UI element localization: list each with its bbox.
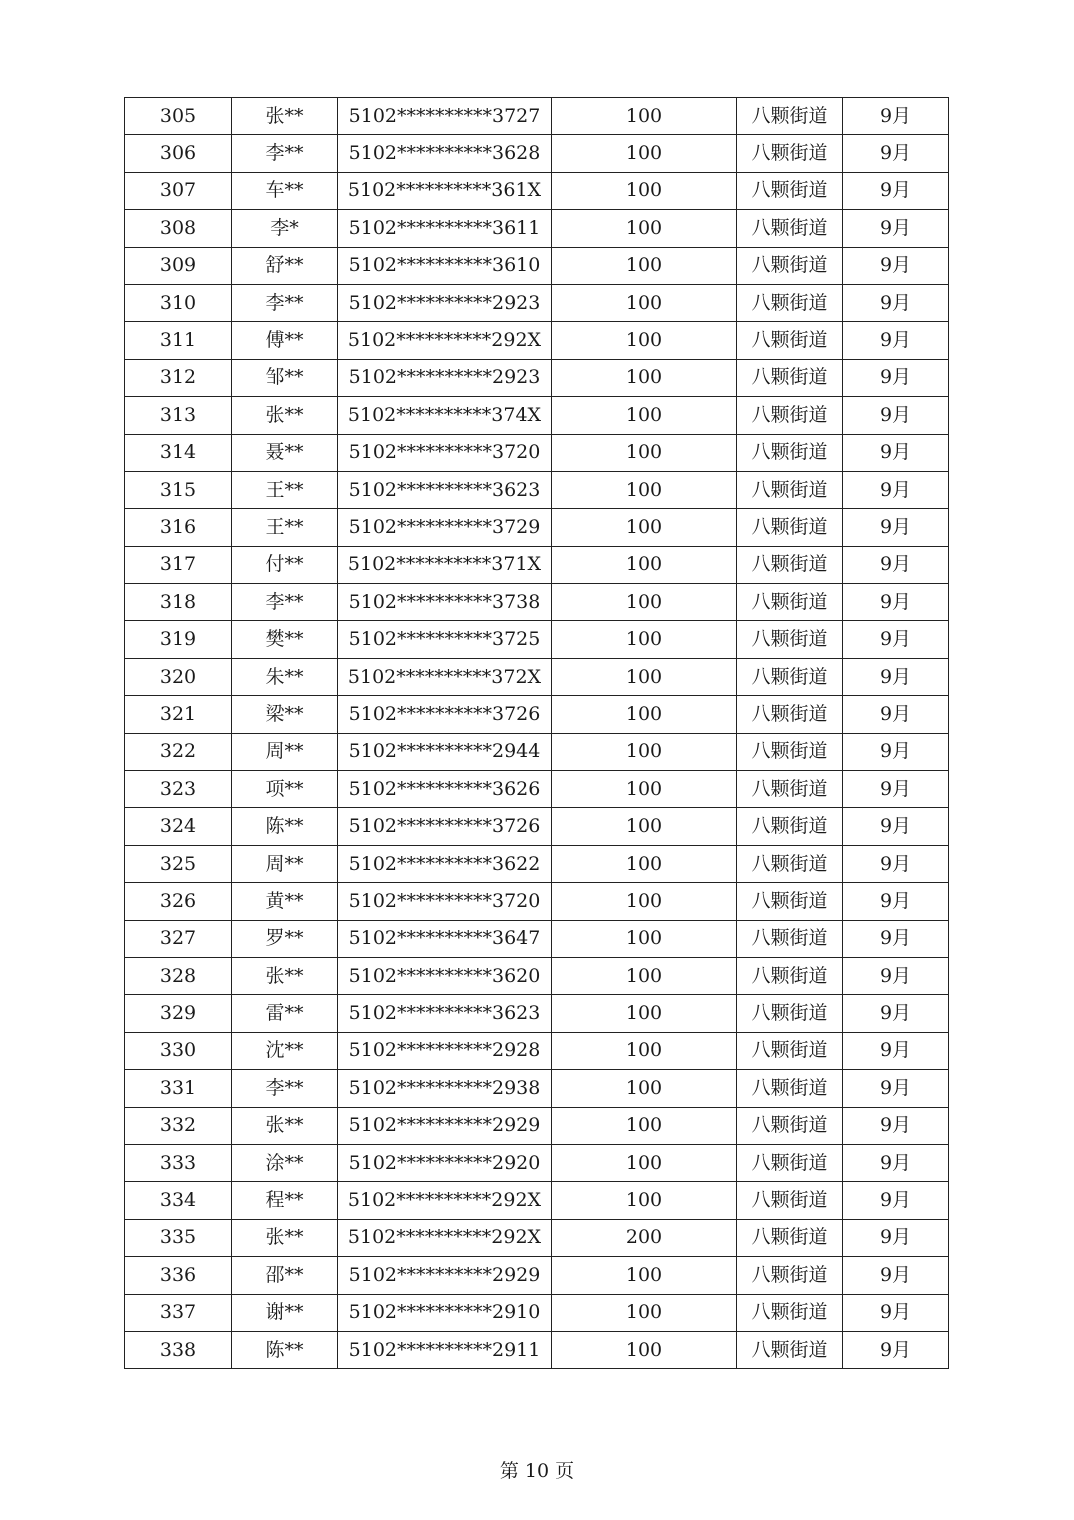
- row-number-cell: 330: [125, 1032, 232, 1069]
- id-number-cell: 5102**********292X: [338, 1182, 552, 1219]
- table-row: [125, 696, 949, 733]
- amount-cell: 100: [552, 920, 737, 957]
- amount-cell: 100: [552, 135, 737, 172]
- table-row: [125, 771, 949, 808]
- row-number-cell: 314: [125, 434, 232, 471]
- table-row: [125, 1070, 949, 1107]
- street-cell: 八颗街道: [737, 172, 843, 209]
- street-cell: 八颗街道: [737, 658, 843, 695]
- id-number-cell: 5102**********3647: [338, 920, 552, 957]
- name-cell: 梁**: [232, 696, 338, 733]
- table-row: [125, 733, 949, 770]
- id-number-cell: 5102**********3726: [338, 696, 552, 733]
- id-number-cell: 5102**********3622: [338, 845, 552, 882]
- id-number-cell: 5102**********2929: [338, 1257, 552, 1294]
- id-number-cell: 5102**********3720: [338, 434, 552, 471]
- name-cell: 付**: [232, 546, 338, 583]
- amount-cell: 100: [552, 995, 737, 1032]
- month-cell: 9月: [843, 733, 949, 770]
- row-number-cell: 309: [125, 247, 232, 284]
- id-number-cell: 5102**********3720: [338, 883, 552, 920]
- month-cell: 9月: [843, 920, 949, 957]
- amount-cell: 100: [552, 546, 737, 583]
- street-cell: 八颗街道: [737, 322, 843, 359]
- amount-cell: 100: [552, 284, 737, 321]
- table-row: [125, 957, 949, 994]
- street-cell: 八颗街道: [737, 509, 843, 546]
- month-cell: 9月: [843, 247, 949, 284]
- amount-cell: 100: [552, 397, 737, 434]
- row-number-cell: 319: [125, 621, 232, 658]
- id-number-cell: 5102**********2910: [338, 1294, 552, 1331]
- month-cell: 9月: [843, 397, 949, 434]
- row-number-cell: 313: [125, 397, 232, 434]
- street-cell: 八颗街道: [737, 957, 843, 994]
- row-number-cell: 316: [125, 509, 232, 546]
- name-cell: 周**: [232, 845, 338, 882]
- street-cell: 八颗街道: [737, 1070, 843, 1107]
- table-row: [125, 172, 949, 209]
- name-cell: 李**: [232, 1070, 338, 1107]
- month-cell: 9月: [843, 1331, 949, 1368]
- table-row: [125, 471, 949, 508]
- row-number-cell: 311: [125, 322, 232, 359]
- street-cell: 八颗街道: [737, 546, 843, 583]
- name-cell: 樊**: [232, 621, 338, 658]
- amount-cell: 100: [552, 210, 737, 247]
- row-number-cell: 334: [125, 1182, 232, 1219]
- table-row: [125, 397, 949, 434]
- table-row: [125, 1219, 949, 1256]
- name-cell: 罗**: [232, 920, 338, 957]
- street-cell: 八颗街道: [737, 621, 843, 658]
- table-row: [125, 883, 949, 920]
- subsidy-table: [124, 97, 949, 1369]
- month-cell: 9月: [843, 434, 949, 471]
- row-number-cell: 336: [125, 1257, 232, 1294]
- amount-cell: 100: [552, 1331, 737, 1368]
- amount-cell: 100: [552, 1032, 737, 1069]
- row-number-cell: 328: [125, 957, 232, 994]
- street-cell: 八颗街道: [737, 845, 843, 882]
- street-cell: 八颗街道: [737, 1219, 843, 1256]
- table-row: [125, 658, 949, 695]
- row-number-cell: 305: [125, 98, 232, 135]
- street-cell: 八颗街道: [737, 1144, 843, 1181]
- amount-cell: 100: [552, 359, 737, 396]
- id-number-cell: 5102**********3738: [338, 584, 552, 621]
- amount-cell: 200: [552, 1219, 737, 1256]
- name-cell: 张**: [232, 1219, 338, 1256]
- street-cell: 八颗街道: [737, 135, 843, 172]
- amount-cell: 100: [552, 621, 737, 658]
- street-cell: 八颗街道: [737, 696, 843, 733]
- amount-cell: 100: [552, 957, 737, 994]
- id-number-cell: 5102**********3626: [338, 771, 552, 808]
- row-number-cell: 322: [125, 733, 232, 770]
- table-row: [125, 1032, 949, 1069]
- row-number-cell: 306: [125, 135, 232, 172]
- amount-cell: 100: [552, 1144, 737, 1181]
- street-cell: 八颗街道: [737, 359, 843, 396]
- month-cell: 9月: [843, 1144, 949, 1181]
- row-number-cell: 315: [125, 471, 232, 508]
- month-cell: 9月: [843, 284, 949, 321]
- id-number-cell: 5102**********3610: [338, 247, 552, 284]
- id-number-cell: 5102**********2929: [338, 1107, 552, 1144]
- street-cell: 八颗街道: [737, 98, 843, 135]
- name-cell: 张**: [232, 957, 338, 994]
- month-cell: 9月: [843, 696, 949, 733]
- id-number-cell: 5102**********3623: [338, 471, 552, 508]
- amount-cell: 100: [552, 658, 737, 695]
- street-cell: 八颗街道: [737, 584, 843, 621]
- amount-cell: 100: [552, 771, 737, 808]
- name-cell: 沈**: [232, 1032, 338, 1069]
- table-row: [125, 1144, 949, 1181]
- amount-cell: 100: [552, 98, 737, 135]
- table-row: [125, 1294, 949, 1331]
- name-cell: 陈**: [232, 808, 338, 845]
- table-row: [125, 284, 949, 321]
- name-cell: 雷**: [232, 995, 338, 1032]
- row-number-cell: 338: [125, 1331, 232, 1368]
- id-number-cell: 5102**********3729: [338, 509, 552, 546]
- row-number-cell: 320: [125, 658, 232, 695]
- row-number-cell: 329: [125, 995, 232, 1032]
- row-number-cell: 324: [125, 808, 232, 845]
- name-cell: 邵**: [232, 1257, 338, 1294]
- street-cell: 八颗街道: [737, 771, 843, 808]
- row-number-cell: 321: [125, 696, 232, 733]
- table-row: [125, 1257, 949, 1294]
- row-number-cell: 310: [125, 284, 232, 321]
- name-cell: 张**: [232, 1107, 338, 1144]
- table-row: [125, 621, 949, 658]
- month-cell: 9月: [843, 1257, 949, 1294]
- name-cell: 张**: [232, 98, 338, 135]
- table-row: [125, 584, 949, 621]
- row-number-cell: 327: [125, 920, 232, 957]
- amount-cell: 100: [552, 471, 737, 508]
- id-number-cell: 5102**********372X: [338, 658, 552, 695]
- street-cell: 八颗街道: [737, 995, 843, 1032]
- street-cell: 八颗街道: [737, 733, 843, 770]
- month-cell: 9月: [843, 845, 949, 882]
- street-cell: 八颗街道: [737, 1294, 843, 1331]
- name-cell: 舒**: [232, 247, 338, 284]
- name-cell: 傅**: [232, 322, 338, 359]
- id-number-cell: 5102**********292X: [338, 322, 552, 359]
- month-cell: 9月: [843, 135, 949, 172]
- name-cell: 黄**: [232, 883, 338, 920]
- table-row: [125, 247, 949, 284]
- amount-cell: 100: [552, 172, 737, 209]
- amount-cell: 100: [552, 1294, 737, 1331]
- table-row: [125, 98, 949, 135]
- street-cell: 八颗街道: [737, 434, 843, 471]
- street-cell: 八颗街道: [737, 284, 843, 321]
- month-cell: 9月: [843, 658, 949, 695]
- table-row: [125, 1182, 949, 1219]
- row-number-cell: 318: [125, 584, 232, 621]
- amount-cell: 100: [552, 696, 737, 733]
- row-number-cell: 312: [125, 359, 232, 396]
- id-number-cell: 5102**********2928: [338, 1032, 552, 1069]
- id-number-cell: 5102**********3620: [338, 957, 552, 994]
- amount-cell: 100: [552, 1070, 737, 1107]
- id-number-cell: 5102**********3725: [338, 621, 552, 658]
- table-row: [125, 434, 949, 471]
- month-cell: 9月: [843, 957, 949, 994]
- row-number-cell: 331: [125, 1070, 232, 1107]
- row-number-cell: 323: [125, 771, 232, 808]
- month-cell: 9月: [843, 1032, 949, 1069]
- name-cell: 陈**: [232, 1331, 338, 1368]
- id-number-cell: 5102**********2944: [338, 733, 552, 770]
- street-cell: 八颗街道: [737, 1107, 843, 1144]
- id-number-cell: 5102**********3628: [338, 135, 552, 172]
- name-cell: 周**: [232, 733, 338, 770]
- street-cell: 八颗街道: [737, 471, 843, 508]
- table-row: [125, 845, 949, 882]
- street-cell: 八颗街道: [737, 1032, 843, 1069]
- id-number-cell: 5102**********374X: [338, 397, 552, 434]
- amount-cell: 100: [552, 733, 737, 770]
- name-cell: 车**: [232, 172, 338, 209]
- table-row: [125, 808, 949, 845]
- name-cell: 李**: [232, 135, 338, 172]
- amount-cell: 100: [552, 808, 737, 845]
- month-cell: 9月: [843, 1070, 949, 1107]
- month-cell: 9月: [843, 621, 949, 658]
- table-row: [125, 135, 949, 172]
- amount-cell: 100: [552, 1107, 737, 1144]
- id-number-cell: 5102**********3611: [338, 210, 552, 247]
- amount-cell: 100: [552, 434, 737, 471]
- table-row: [125, 359, 949, 396]
- month-cell: 9月: [843, 1182, 949, 1219]
- id-number-cell: 5102**********2923: [338, 359, 552, 396]
- id-number-cell: 5102**********2911: [338, 1331, 552, 1368]
- page-number: 第 10 页: [499, 1460, 575, 1482]
- month-cell: 9月: [843, 584, 949, 621]
- month-cell: 9月: [843, 322, 949, 359]
- amount-cell: 100: [552, 1182, 737, 1219]
- row-number-cell: 335: [125, 1219, 232, 1256]
- month-cell: 9月: [843, 883, 949, 920]
- amount-cell: 100: [552, 845, 737, 882]
- table-body: [125, 98, 949, 1369]
- name-cell: 朱**: [232, 658, 338, 695]
- name-cell: 程**: [232, 1182, 338, 1219]
- amount-cell: 100: [552, 584, 737, 621]
- street-cell: 八颗街道: [737, 883, 843, 920]
- id-number-cell: 5102**********2920: [338, 1144, 552, 1181]
- street-cell: 八颗街道: [737, 920, 843, 957]
- month-cell: 9月: [843, 210, 949, 247]
- id-number-cell: 5102**********2923: [338, 284, 552, 321]
- month-cell: 9月: [843, 509, 949, 546]
- id-number-cell: 5102**********371X: [338, 546, 552, 583]
- name-cell: 王**: [232, 471, 338, 508]
- id-number-cell: 5102**********3726: [338, 808, 552, 845]
- street-cell: 八颗街道: [737, 397, 843, 434]
- amount-cell: 100: [552, 322, 737, 359]
- table-row: [125, 546, 949, 583]
- row-number-cell: 317: [125, 546, 232, 583]
- name-cell: 邹**: [232, 359, 338, 396]
- name-cell: 张**: [232, 397, 338, 434]
- id-number-cell: 5102**********2938: [338, 1070, 552, 1107]
- row-number-cell: 325: [125, 845, 232, 882]
- row-number-cell: 307: [125, 172, 232, 209]
- table-row: [125, 509, 949, 546]
- name-cell: 聂**: [232, 434, 338, 471]
- month-cell: 9月: [843, 359, 949, 396]
- amount-cell: 100: [552, 1257, 737, 1294]
- month-cell: 9月: [843, 1107, 949, 1144]
- id-number-cell: 5102**********361X: [338, 172, 552, 209]
- row-number-cell: 332: [125, 1107, 232, 1144]
- name-cell: 项**: [232, 771, 338, 808]
- amount-cell: 100: [552, 509, 737, 546]
- table-row: [125, 1107, 949, 1144]
- name-cell: 谢**: [232, 1294, 338, 1331]
- street-cell: 八颗街道: [737, 210, 843, 247]
- table-row: [125, 322, 949, 359]
- table-row: [125, 920, 949, 957]
- street-cell: 八颗街道: [737, 1182, 843, 1219]
- month-cell: 9月: [843, 546, 949, 583]
- name-cell: 李**: [232, 584, 338, 621]
- amount-cell: 100: [552, 247, 737, 284]
- street-cell: 八颗街道: [737, 808, 843, 845]
- row-number-cell: 308: [125, 210, 232, 247]
- row-number-cell: 333: [125, 1144, 232, 1181]
- id-number-cell: 5102**********3623: [338, 995, 552, 1032]
- amount-cell: 100: [552, 883, 737, 920]
- id-number-cell: 5102**********292X: [338, 1219, 552, 1256]
- month-cell: 9月: [843, 995, 949, 1032]
- street-cell: 八颗街道: [737, 1257, 843, 1294]
- month-cell: 9月: [843, 1219, 949, 1256]
- id-number-cell: 5102**********3727: [338, 98, 552, 135]
- month-cell: 9月: [843, 471, 949, 508]
- table-row: [125, 210, 949, 247]
- table-row: [125, 1331, 949, 1368]
- street-cell: 八颗街道: [737, 1331, 843, 1368]
- month-cell: 9月: [843, 98, 949, 135]
- table-row: [125, 995, 949, 1032]
- street-cell: 八颗街道: [737, 247, 843, 284]
- name-cell: 李**: [232, 284, 338, 321]
- name-cell: 王**: [232, 509, 338, 546]
- row-number-cell: 326: [125, 883, 232, 920]
- month-cell: 9月: [843, 1294, 949, 1331]
- name-cell: 李*: [232, 210, 338, 247]
- month-cell: 9月: [843, 771, 949, 808]
- name-cell: 涂**: [232, 1144, 338, 1181]
- month-cell: 9月: [843, 172, 949, 209]
- row-number-cell: 337: [125, 1294, 232, 1331]
- month-cell: 9月: [843, 808, 949, 845]
